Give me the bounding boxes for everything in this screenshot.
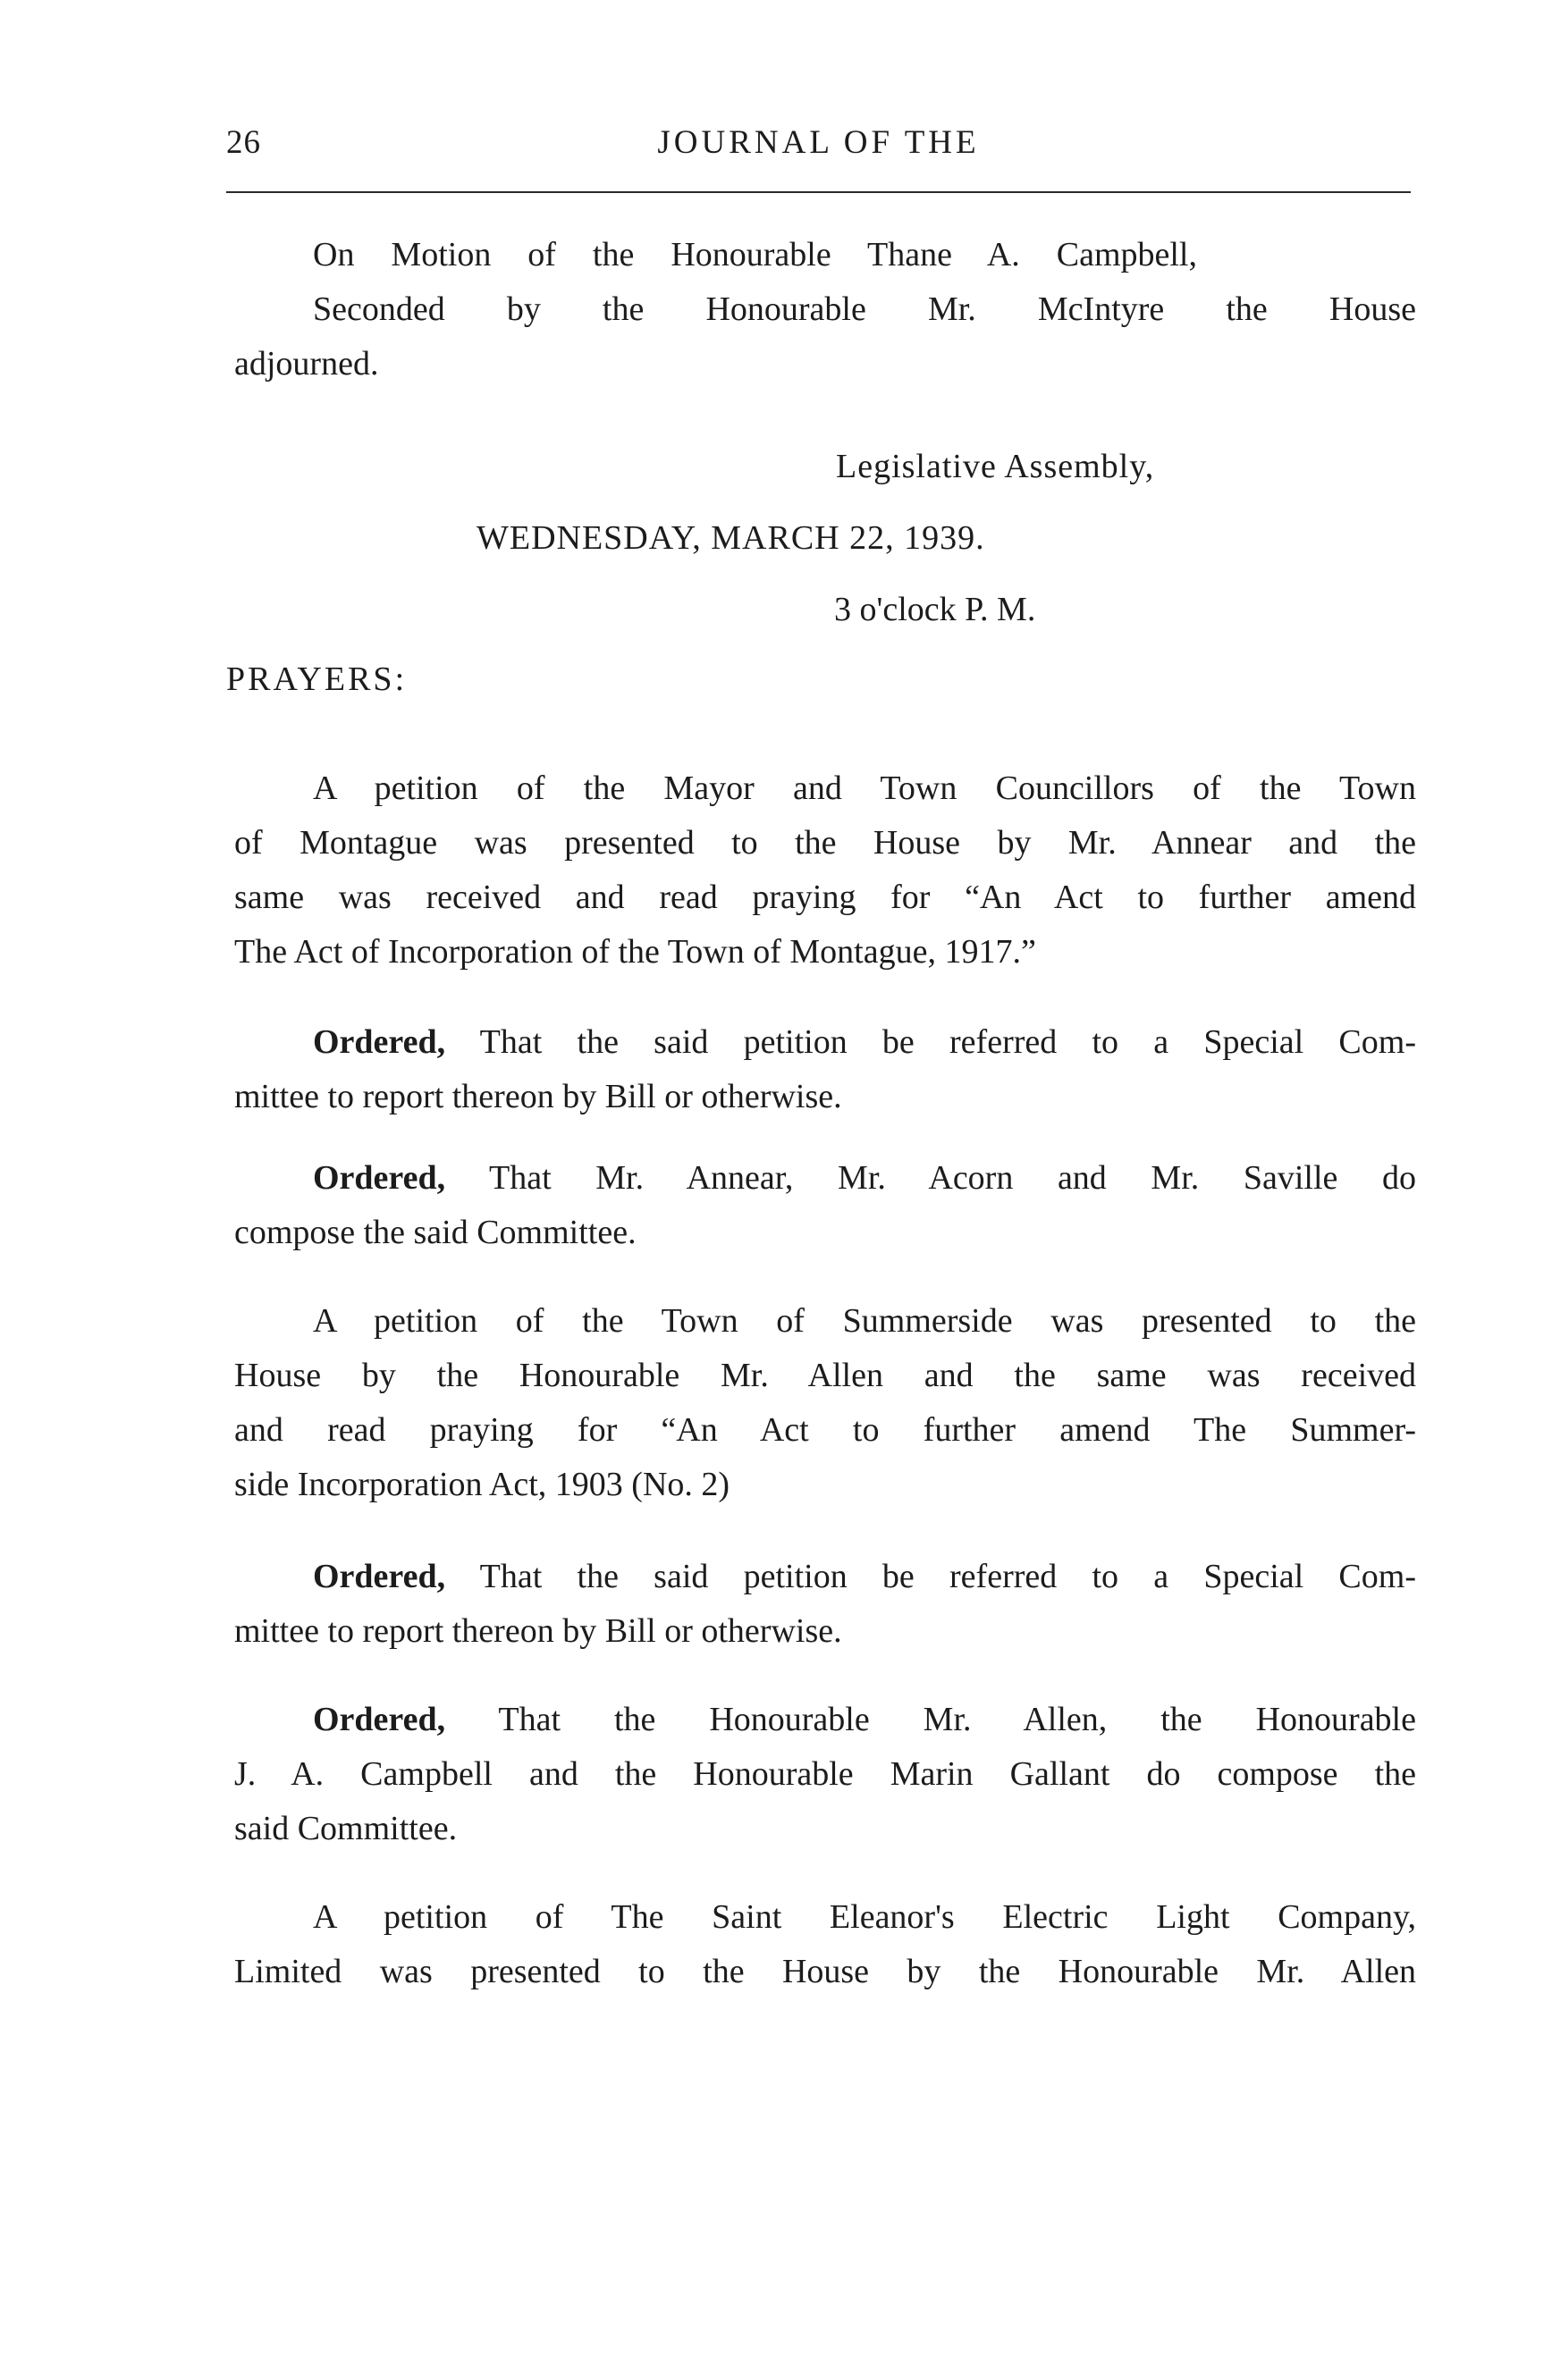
adjournment-paragraph [234,228,1416,391]
sitting-time: 3 o'clock P. M. [834,591,1036,628]
petition-paragraph [234,1294,1416,1512]
order-text: That Mr. Annear, Mr. Acorn and Mr. Saville do [489,1159,1416,1197]
page-header [226,123,1411,177]
text-line: same was received and read praying for “An Act to further amend [234,879,1416,916]
order-paragraph [234,1693,1416,1856]
text-line [234,1550,1416,1604]
ordered-label: Ordered, [313,1558,446,1595]
running-title: JOURNAL OF THE [657,124,980,161]
text-line: Limited was presented to the House by the Honourable Mr. Allen [234,1953,1416,1990]
text-line [234,1015,1416,1070]
text-line: adjourned. [234,345,379,383]
text-line: A petition of The Saint Eleanor's Electric Light Company, [313,1898,1416,1936]
order-paragraph [234,1550,1416,1659]
text-line: A petition of the Mayor and Town Councillors of the Town [313,770,1416,807]
order-paragraph [234,1151,1416,1260]
order-text: That the said petition be referred to a Special Com- [479,1023,1416,1061]
text-line: and read praying for “An Act to further amend The Summer- [234,1411,1416,1449]
assembly-heading: Legislative Assembly, [836,448,1155,485]
text-line: compose the said Committee. [234,1214,637,1251]
order-text: That the Honourable Mr. Allen, the Honourable [498,1701,1416,1738]
text-line [234,1693,1416,1747]
text-line: J. A. Campbell and the Honourable Marin Gallant do compose the [234,1755,1416,1793]
text-line: said Committee. [234,1810,458,1847]
text-line: On Motion of the Honourable Thane A. Campbell, [313,236,1197,273]
ordered-label: Ordered, [313,1023,446,1061]
text-line: The Act of Incorporation of the Town of Montague, 1917.” [234,933,1036,971]
text-line: of Montague was presented to the House by Mr. Annear and the [234,824,1416,862]
text-line: mittee to report thereon by Bill or otherwise. [234,1078,842,1115]
text-line [234,1151,1416,1206]
petition-paragraph [234,1890,1416,1999]
text-line: side Incorporation Act, 1903 (No. 2) [234,1466,730,1503]
header-rule [226,191,1411,193]
text-line: A petition of the Town of Summerside was presented to the [313,1302,1416,1340]
text-line: Seconded by the Honourable Mr. McIntyre the House [313,290,1416,328]
order-text: That the said petition be referred to a Special Com- [479,1558,1416,1595]
text-line: House by the Honourable Mr. Allen and the same was received [234,1357,1416,1394]
page-number: 26 [226,124,261,161]
petition-paragraph [234,761,1416,980]
order-paragraph [234,1015,1416,1124]
ordered-label: Ordered, [313,1701,446,1738]
text-line: mittee to report thereon by Bill or otherwise. [234,1612,842,1650]
prayers-heading: PRAYERS: [226,660,408,698]
ordered-label: Ordered, [313,1159,446,1197]
sitting-date: WEDNESDAY, MARCH 22, 1939. [477,519,985,557]
